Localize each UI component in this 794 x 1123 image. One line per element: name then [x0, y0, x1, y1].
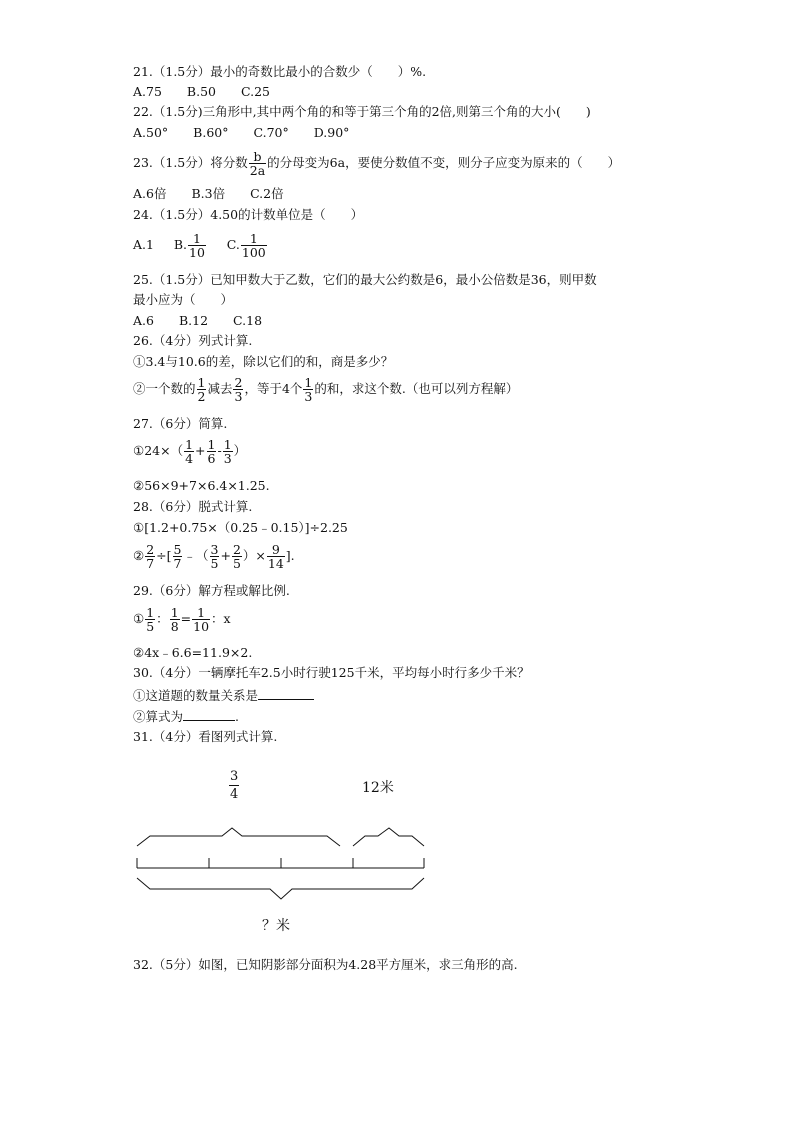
q24-fraction-c: $\frac{1}{100}$ — [241, 231, 266, 260]
q29-part1: ① $\frac{1}{5}$ ： $\frac{1}{8}$ = $\frac{1}{10}$ ：x — [133, 605, 231, 634]
q27-part1: ①24×（ $\frac{1}{4}$ + $\frac{1}{6}$ - $\frac{1}{3}$ ） — [133, 437, 247, 466]
q27-part2: ②56×9+7×6.4×1.25. — [133, 478, 270, 493]
q25-options: A.6 B.12 C.18 — [133, 313, 263, 328]
q31-stem: 31.（4分）看图列式计算. — [133, 729, 278, 744]
q28-part2: ② $\frac{2}{7}$ ÷[ $\frac{5}{7}$ ﹣（ $\frac{3}{5}$ + $\frac{2}{5}$ ）× $\frac{9}{14}$ ]. — [133, 542, 295, 571]
q21-stem: 21.（1.5分）最小的奇数比最小的合数少（ ）%. — [133, 64, 427, 79]
q24-options: A.1 B. $\frac{1}{10}$ C. $\frac{1}{100}$ — [133, 231, 266, 260]
fig-right-label: 12米 — [362, 780, 394, 796]
fig-fraction-label: 3 4 — [230, 769, 239, 802]
q28-stem: 28.（6分）脱式计算. — [133, 499, 253, 514]
q27-stem: 27.（6分）简算. — [133, 416, 228, 431]
fig-bottom-label: ？米 — [262, 918, 290, 934]
q22-options: A.50° B.60° C.70° D.90° — [133, 125, 350, 140]
top-brace-left — [137, 828, 340, 846]
q26-stem: 26.（4分）列式计算. — [133, 333, 253, 348]
q30-part1: ①这道题的数量关系是 — [133, 687, 314, 704]
q23-fraction: $\frac{b}{2a}$ — [249, 149, 266, 178]
top-brace-right — [353, 828, 424, 846]
answer-blank[interactable] — [183, 708, 235, 721]
q23-stem: 23.（1.5分）将分数 $\frac{b}{2a}$ 的分母变为6a，要使分数值不变，则分子应变为原来的（ ） — [133, 149, 621, 178]
q29-part2: ②4x﹣6.6=11.9×2. — [133, 645, 253, 660]
q23-options: A.6倍 B.3倍 C.2倍 — [133, 186, 284, 201]
q25-stem-line2: 最小应为（ ） — [133, 292, 234, 307]
q21-options: A.75 B.50 C.25 — [133, 84, 270, 99]
q32-stem: 32.（5分）如图，已知阴影部分面积为4.28平方厘米，求三角形的高. — [133, 957, 518, 972]
q29-stem: 29.（6分）解方程或解比例. — [133, 583, 290, 598]
q28-part1: ①[1.2+0.75×（0.25﹣0.15）]÷2.25 — [133, 520, 348, 535]
q25-stem-line1: 25.（1.5分）已知甲数大于乙数，它们的最大公约数是6，最小公倍数是36，则甲数 — [133, 272, 597, 287]
q30-stem: 30.（4分）一辆摩托车2.5小时行驶125千米，平均每小时行多少千米？ — [133, 665, 530, 680]
q24-fraction-b: $\frac{1}{10}$ — [189, 231, 205, 260]
q26-part1: ①3.4与10.6的差，除以它们的和，商是多少？ — [133, 354, 394, 369]
q22-stem: 22.（1.5分)三角形中,其中两个角的和等于第三个角的2倍,则第三个角的大小( ) — [133, 104, 591, 119]
q24-stem: 24.（1.5分）4.50的计数单位是（ ） — [133, 207, 364, 222]
bottom-brace — [137, 878, 424, 899]
answer-blank[interactable] — [258, 687, 314, 700]
q26-part2: ②一个数的 $\frac{1}{2}$ 减去 $\frac{2}{3}$ ，等于4个 $\frac{1}{3}$ 的和，求这个数.（也可以列方程解） — [133, 375, 519, 404]
q30-part2: ②算式为 . — [133, 709, 239, 724]
